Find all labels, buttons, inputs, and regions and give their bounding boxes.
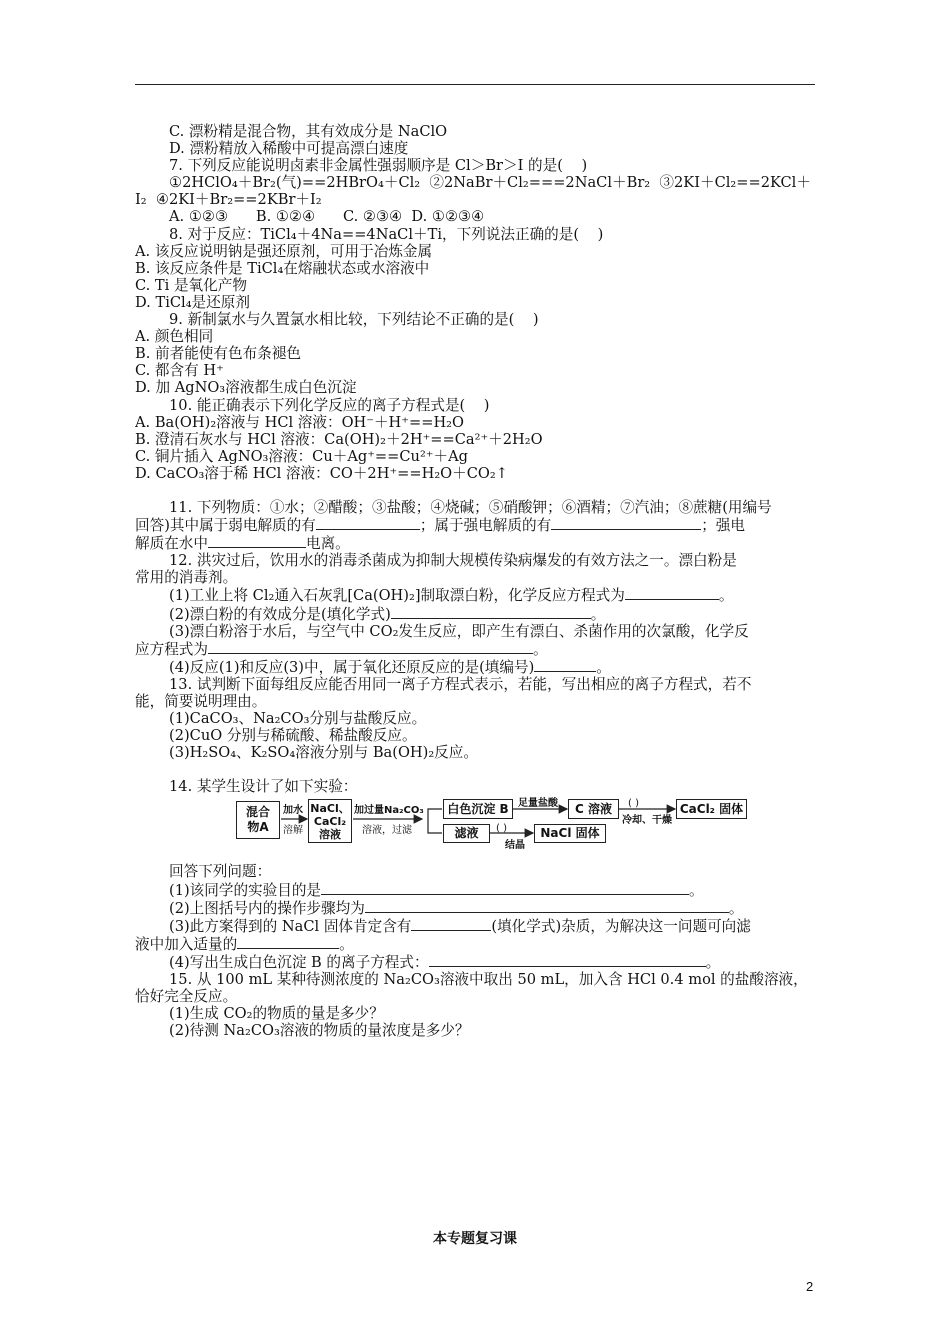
option-9a: A. 颜色相同	[135, 328, 214, 346]
answer-blank[interactable]	[625, 586, 719, 600]
question-7-options: A. ①②③ B. ①②④ C. ②③④ D. ①②③④	[169, 208, 485, 226]
blank-step-top[interactable]: ( )	[628, 798, 639, 810]
question-12-part4: (4)反应(1)和反应(3)中，属于氧化还原反应的是(填编号) 。	[169, 658, 611, 676]
option-10b: B. 澄清石灰水与 HCl 溶液：Ca(OH)₂＋2H⁺==Ca²⁺＋2H₂O	[135, 430, 543, 448]
option-10a: A. Ba(OH)₂溶液与 HCl 溶液：OH⁻＋H⁺==H₂O	[135, 413, 464, 431]
option-10c: C. 铜片插入 AgNO₃溶液：Cu＋Ag⁺==Cu²⁺＋Ag	[135, 447, 468, 465]
answer-blank[interactable]	[208, 640, 533, 654]
document-body	[135, 123, 817, 1039]
answer-blank[interactable]	[391, 605, 591, 619]
solution-filter-label: 溶液，过滤	[362, 825, 412, 837]
question-11-line2: 回答)其中属于弱电解质的有 ；属于强电解质的有 ；强电	[135, 517, 745, 535]
option-8b: B. 该反应条件是 TiCl₄在熔融状态或水溶液中	[135, 259, 430, 277]
question-14-part3: (3)此方案得到的 NaCl 固体肯定含有 (填化学式)杂质，为解决这一问题可向滤	[169, 917, 751, 935]
crystallize-label: 结晶	[505, 840, 525, 852]
question-14-part4: (4)写出生成白色沉淀 B 的离子方程式： 。	[169, 953, 721, 971]
question-7-reactions-cont: I₂ ④2KI＋Br₂==2KBr＋I₂	[135, 191, 322, 209]
question-12-line2: 常用的消毒剂。	[135, 569, 238, 587]
answer-blank[interactable]	[365, 899, 729, 913]
question-15-line2: 恰好完全反应。	[135, 988, 238, 1006]
question-15-part1: (1)生成 CO₂的物质的量是多少？	[169, 1005, 384, 1023]
nacl-solid-box: NaCl 固体	[534, 824, 606, 843]
question-7-reactions: ①2HClO₄＋Br₂(气)==2HBrO₄＋Cl₂ ②2NaBr＋Cl₂===2NaCl＋Br₂ ③2KI＋Cl₂==2KCl＋	[169, 174, 811, 192]
question-7: 7. 下列反应能说明卤素非金属性强弱顺序是 Cl＞Br＞I 的是( )	[169, 157, 588, 175]
question-14-part2: (2)上图括号内的操作步骤均为 。	[169, 899, 744, 917]
question-15: 15. 从 100 mL 某种待测浓度的 Na₂CO₃溶液中取出 50 mL，加入含 HCl 0.4 mol 的盐酸溶液，	[169, 971, 808, 989]
experiment-flowchart	[135, 799, 817, 861]
question-13-part1: (1)CaCO₃、Na₂CO₃分别与盐酸反应。	[169, 710, 427, 728]
nacl-cacl2-solution-box: NaCl、 CaCl₂ 溶液	[308, 799, 352, 843]
option-9b: B. 前者能使有色布条褪色	[135, 345, 301, 363]
answer-blank[interactable]	[534, 658, 596, 672]
question-9: 9. 新制氯水与久置氯水相比较，下列结论不正确的是( )	[169, 311, 539, 329]
answer-blank[interactable]	[208, 534, 306, 548]
blank-step-bottom[interactable]: ( )	[496, 823, 507, 835]
question-13: 13. 试判断下面每组反应能否用同一离子方程式表示，若能，写出相应的离子方程式，若不	[169, 675, 752, 693]
option-8d: D. TiCl₄是还原剂	[135, 293, 250, 311]
white-precipitate-b-box: 白色沉淀 B	[443, 799, 513, 819]
option-8c: C. Ti 是氧化产物	[135, 276, 247, 294]
question-10: 10. 能正确表示下列化学反应的离子方程式是( )	[169, 396, 490, 414]
question-12: 12. 洪灾过后，饮用水的消毒杀菌成为抑制大规模传染病爆发的有效方法之一。漂白粉是	[169, 552, 737, 570]
c-solution-box: C 溶液	[568, 799, 619, 819]
question-14-prompt: 回答下列问题：	[169, 863, 272, 881]
question-11-line3: 解质在水中 电离。	[135, 535, 350, 553]
add-na2co3-label: 加过量Na₂CO₃	[354, 805, 424, 817]
answer-blank[interactable]	[429, 953, 706, 967]
cacl2-solid-box: CaCl₂ 固体	[676, 799, 747, 819]
question-13-part2: (2)CuO 分别与稀硫酸、稀盐酸反应。	[169, 727, 417, 745]
answer-blank[interactable]	[237, 935, 339, 949]
header-rule	[135, 84, 815, 85]
question-12-part3: (3)漂白粉溶于水后，与空气中 CO₂发生反应，即产生有漂白、杀菌作用的次氯酸，化学反	[169, 622, 749, 640]
question-15-part2: (2)待测 Na₂CO₃溶液的物质的量浓度是多少？	[169, 1022, 470, 1040]
question-14-part1: (1)该同学的实验目的是 。	[169, 881, 704, 899]
option-9c: C. 都含有 H⁺	[135, 362, 224, 380]
option-9d: D. 加 AgNO₃溶液都生成白色沉淀	[135, 379, 357, 397]
question-13-line2: 能，简要说明理由。	[135, 693, 267, 710]
question-8: 8. 对于反应：TiCl₄＋4Na==4NaCl＋Ti，下列说法正确的是( )	[169, 225, 604, 243]
section-title: 本专题复习课	[433, 1231, 517, 1247]
question-12-part2: (2)漂白粉的有效成分是(填化学式) 。	[169, 605, 606, 623]
answer-blank[interactable]	[321, 881, 689, 895]
question-13-part3: (3)H₂SO₄、K₂SO₄溶液分别与 Ba(OH)₂反应。	[169, 744, 478, 762]
question-14: 14. 某学生设计了如下实验：	[169, 778, 358, 796]
page-number: 2	[806, 1279, 814, 1294]
mixture-a-box: 混合 物A	[236, 801, 280, 839]
add-water-label: 加水	[283, 805, 303, 817]
answer-blank[interactable]	[551, 516, 701, 530]
option-6c: C. 漂粉精是混合物，其有效成分是 NaClO	[169, 123, 448, 140]
cool-dry-label: 冷却、干燥	[622, 815, 672, 827]
dissolve-label: 溶解	[283, 825, 303, 837]
question-12-part3-cont: 应方程式为 。	[135, 640, 548, 658]
filtrate-box: 滤液	[443, 824, 490, 843]
answer-blank[interactable]	[411, 917, 491, 931]
answer-blank[interactable]	[316, 516, 420, 530]
option-8a: A. 该反应说明钠是强还原剂，可用于冶炼金属	[135, 242, 433, 260]
question-14-part3-cont: 液中加入适量的 。	[135, 935, 354, 953]
question-11: 11. 下列物质：①水；②醋酸；③盐酸；④烧碱；⑤硝酸钾；⑥酒精；⑦汽油；⑧蔗糖(用编号	[169, 498, 772, 516]
option-10d: D. CaCO₃溶于稀 HCl 溶液：CO＋2H⁺==H₂O＋CO₂↑	[135, 464, 508, 482]
hcl-label: 足量盐酸	[518, 798, 558, 810]
option-6d: D. 漂粉精放入稀酸中可提高漂白速度	[169, 140, 409, 158]
question-12-part1: (1)工业上将 Cl₂通入石灰乳[Ca(OH)₂]制取漂白粉，化学反应方程式为 。	[169, 587, 734, 605]
